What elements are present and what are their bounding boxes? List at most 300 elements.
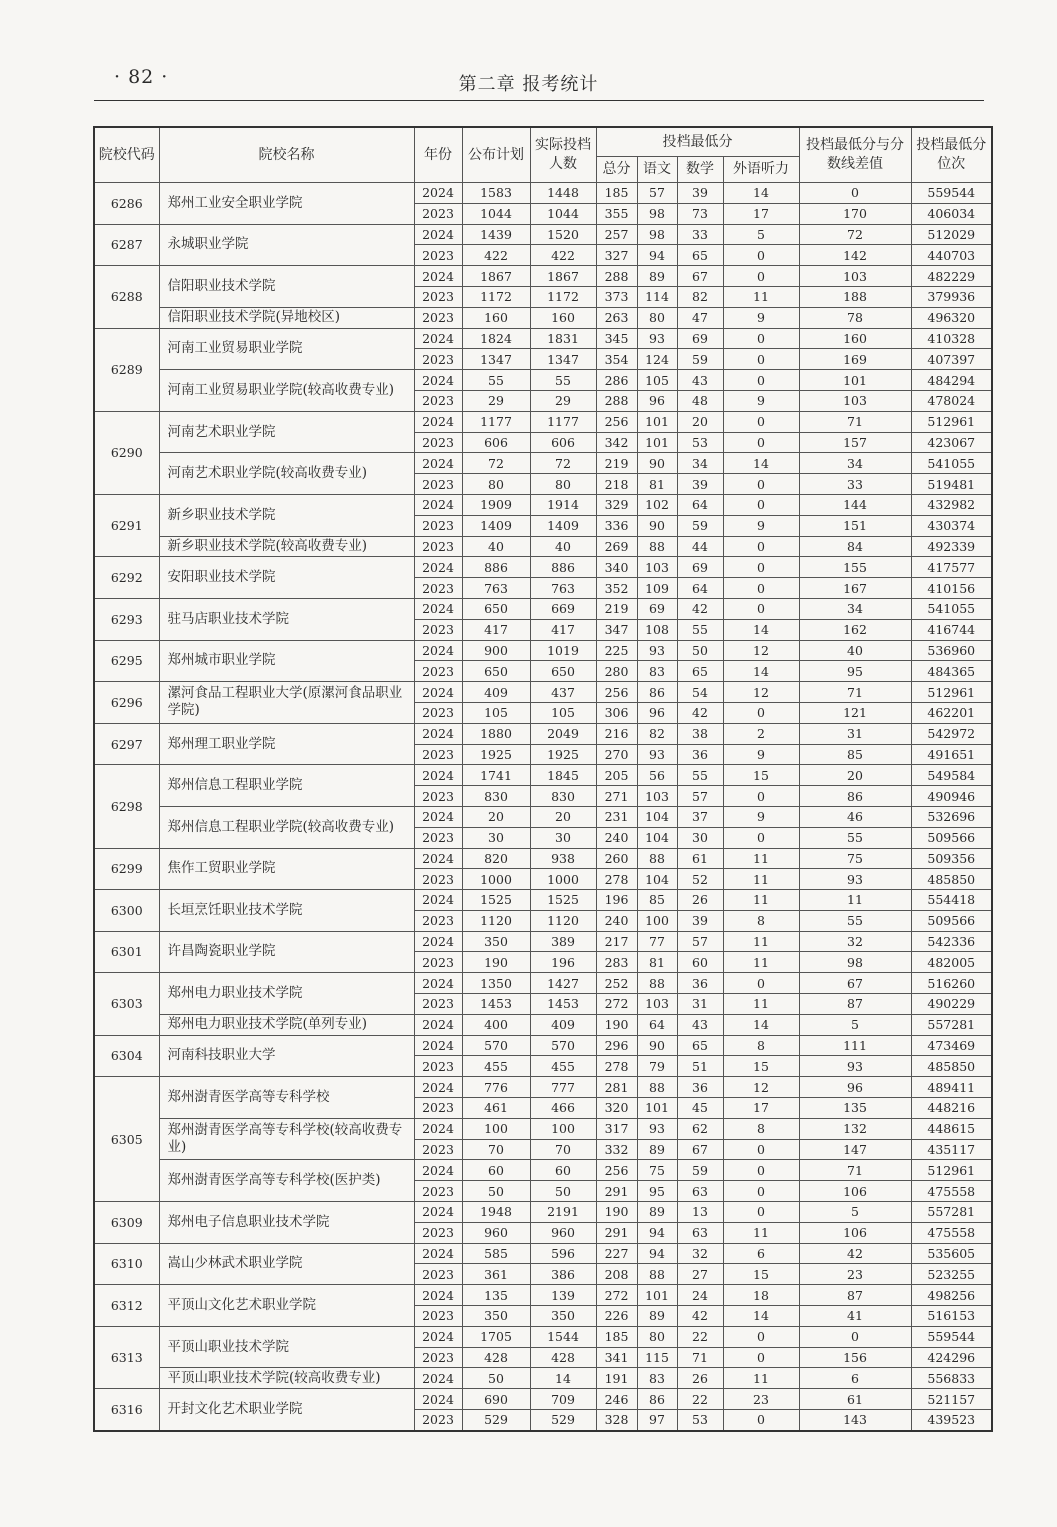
- chinese-score-cell: 80: [637, 1326, 677, 1347]
- school-name: 河南科技职业大学: [159, 1035, 414, 1077]
- chinese-score-cell: 79: [637, 1056, 677, 1077]
- total-score-cell: 205: [596, 765, 637, 786]
- math-score-cell: 67: [677, 266, 723, 287]
- rank-cell: 549584: [911, 765, 992, 786]
- plan-cell: 55: [462, 370, 530, 391]
- chapter-title: 第二章 报考统计: [458, 74, 599, 95]
- table-row: [94, 557, 992, 578]
- actual-cell: 422: [530, 245, 596, 266]
- rank-cell: 423067: [911, 432, 992, 453]
- year-cell: 2024: [414, 931, 462, 952]
- year-cell: 2023: [414, 432, 462, 453]
- math-score-cell: 55: [677, 765, 723, 786]
- school-name: 信阳职业技术学院(异地校区): [159, 307, 414, 328]
- math-score-cell: 53: [677, 1410, 723, 1431]
- math-score-cell: 64: [677, 494, 723, 515]
- rank-cell: 509566: [911, 910, 992, 931]
- table-row: [94, 1326, 992, 1347]
- actual-cell: 1520: [530, 224, 596, 245]
- year-cell: 2023: [414, 307, 462, 328]
- plan-cell: 50: [462, 1181, 530, 1202]
- score-diff-cell: 155: [799, 557, 911, 578]
- score-diff-cell: 142: [799, 245, 911, 266]
- year-cell: 2024: [414, 557, 462, 578]
- plan-cell: 60: [462, 1160, 530, 1181]
- math-score-cell: 36: [677, 744, 723, 765]
- total-score-cell: 190: [596, 1202, 637, 1223]
- listening-score-cell: 2: [723, 723, 799, 744]
- plan-cell: 690: [462, 1389, 530, 1410]
- total-score-cell: 342: [596, 432, 637, 453]
- math-score-cell: 34: [677, 453, 723, 474]
- chinese-score-cell: 101: [637, 411, 677, 432]
- chinese-score-cell: 83: [637, 1368, 677, 1389]
- actual-cell: 409: [530, 1014, 596, 1035]
- total-score-cell: 256: [596, 682, 637, 703]
- table-row: [94, 453, 992, 474]
- listening-score-cell: 0: [723, 827, 799, 848]
- school-code: 6309: [94, 1202, 159, 1244]
- score-diff-cell: 98: [799, 952, 911, 973]
- year-cell: 2023: [414, 1056, 462, 1077]
- score-diff-cell: 5: [799, 1202, 911, 1223]
- chinese-score-cell: 86: [637, 682, 677, 703]
- actual-cell: 529: [530, 1410, 596, 1431]
- rank-cell: 473469: [911, 1035, 992, 1056]
- chinese-score-cell: 94: [637, 1243, 677, 1264]
- score-diff-cell: 95: [799, 661, 911, 682]
- table-row: [94, 806, 992, 827]
- math-score-cell: 42: [677, 1306, 723, 1327]
- total-score-cell: 257: [596, 224, 637, 245]
- listening-score-cell: 0: [723, 536, 799, 557]
- rank-cell: 516153: [911, 1306, 992, 1327]
- table-row: [94, 765, 992, 786]
- listening-score-cell: 11: [723, 1368, 799, 1389]
- school-name: 平顶山职业技术学院: [159, 1326, 414, 1368]
- year-cell: 2023: [414, 474, 462, 495]
- listening-score-cell: 11: [723, 869, 799, 890]
- plan-cell: 1741: [462, 765, 530, 786]
- listening-score-cell: 0: [723, 1347, 799, 1368]
- rank-cell: 512961: [911, 411, 992, 432]
- actual-cell: 938: [530, 848, 596, 869]
- header-name: 院校名称: [159, 127, 414, 183]
- school-name: 新乡职业技术学院: [159, 494, 414, 536]
- rank-cell: 407397: [911, 349, 992, 370]
- school-code: 6313: [94, 1326, 159, 1388]
- total-score-cell: 345: [596, 328, 637, 349]
- year-cell: 2024: [414, 328, 462, 349]
- total-score-cell: 328: [596, 1410, 637, 1431]
- chinese-score-cell: 83: [637, 661, 677, 682]
- school-code: 6293: [94, 598, 159, 640]
- plan-cell: 1867: [462, 266, 530, 287]
- header-math: 数学: [677, 157, 723, 183]
- plan-cell: 105: [462, 702, 530, 723]
- year-cell: 2023: [414, 1098, 462, 1119]
- rank-cell: 523255: [911, 1264, 992, 1285]
- total-score-cell: 269: [596, 536, 637, 557]
- score-diff-cell: 75: [799, 848, 911, 869]
- rank-cell: 416744: [911, 619, 992, 640]
- actual-cell: 1044: [530, 203, 596, 224]
- plan-cell: 650: [462, 598, 530, 619]
- table-row: [94, 266, 992, 287]
- total-score-cell: 354: [596, 349, 637, 370]
- chinese-score-cell: 93: [637, 328, 677, 349]
- plan-cell: 1925: [462, 744, 530, 765]
- score-diff-cell: 101: [799, 370, 911, 391]
- year-cell: 2024: [414, 1035, 462, 1056]
- score-diff-cell: 71: [799, 1160, 911, 1181]
- math-score-cell: 67: [677, 1139, 723, 1160]
- math-score-cell: 26: [677, 1368, 723, 1389]
- chinese-score-cell: 93: [637, 640, 677, 661]
- year-cell: 2024: [414, 1014, 462, 1035]
- rank-cell: 482005: [911, 952, 992, 973]
- actual-cell: 763: [530, 578, 596, 599]
- total-score-cell: 317: [596, 1118, 637, 1139]
- plan-cell: 585: [462, 1243, 530, 1264]
- score-diff-cell: 84: [799, 536, 911, 557]
- table-row: [94, 536, 992, 557]
- actual-cell: 960: [530, 1222, 596, 1243]
- year-cell: 2024: [414, 765, 462, 786]
- actual-cell: 29: [530, 390, 596, 411]
- actual-cell: 428: [530, 1347, 596, 1368]
- year-cell: 2023: [414, 744, 462, 765]
- year-cell: 2023: [414, 286, 462, 307]
- rank-cell: 491651: [911, 744, 992, 765]
- listening-score-cell: 0: [723, 349, 799, 370]
- actual-cell: 50: [530, 1181, 596, 1202]
- plan-cell: 80: [462, 474, 530, 495]
- rank-cell: 410328: [911, 328, 992, 349]
- table-row: [94, 598, 992, 619]
- score-diff-cell: 157: [799, 432, 911, 453]
- actual-cell: 417: [530, 619, 596, 640]
- chinese-score-cell: 97: [637, 1410, 677, 1431]
- math-score-cell: 26: [677, 890, 723, 911]
- listening-score-cell: 11: [723, 952, 799, 973]
- score-diff-cell: 147: [799, 1139, 911, 1160]
- year-cell: 2024: [414, 1243, 462, 1264]
- total-score-cell: 256: [596, 1160, 637, 1181]
- rank-cell: 492339: [911, 536, 992, 557]
- total-score-cell: 281: [596, 1077, 637, 1098]
- school-name: 安阳职业技术学院: [159, 557, 414, 599]
- rank-cell: 512961: [911, 682, 992, 703]
- math-score-cell: 39: [677, 474, 723, 495]
- math-score-cell: 63: [677, 1222, 723, 1243]
- school-code: 6299: [94, 848, 159, 890]
- math-score-cell: 39: [677, 910, 723, 931]
- school-name: 新乡职业技术学院(较高收费专业): [159, 536, 414, 557]
- chinese-score-cell: 88: [637, 1077, 677, 1098]
- rank-cell: 519481: [911, 474, 992, 495]
- listening-score-cell: 0: [723, 370, 799, 391]
- math-score-cell: 42: [677, 598, 723, 619]
- total-score-cell: 246: [596, 1389, 637, 1410]
- rank-cell: 475558: [911, 1181, 992, 1202]
- year-cell: 2023: [414, 1139, 462, 1160]
- listening-score-cell: 11: [723, 286, 799, 307]
- math-score-cell: 31: [677, 994, 723, 1015]
- table-header: [94, 127, 992, 183]
- chinese-score-cell: 90: [637, 1035, 677, 1056]
- listening-score-cell: 12: [723, 1077, 799, 1098]
- admission-stats-table: [93, 126, 993, 1432]
- school-name: 平顶山文化艺术职业学院: [159, 1285, 414, 1327]
- plan-cell: 570: [462, 1035, 530, 1056]
- listening-score-cell: 9: [723, 390, 799, 411]
- score-diff-cell: 71: [799, 411, 911, 432]
- chinese-score-cell: 75: [637, 1160, 677, 1181]
- plan-cell: 1172: [462, 286, 530, 307]
- chinese-score-cell: 114: [637, 286, 677, 307]
- math-score-cell: 44: [677, 536, 723, 557]
- score-diff-cell: 46: [799, 806, 911, 827]
- year-cell: 2024: [414, 370, 462, 391]
- table-row: [94, 224, 992, 245]
- actual-cell: 80: [530, 474, 596, 495]
- score-diff-cell: 144: [799, 494, 911, 515]
- year-cell: 2024: [414, 640, 462, 661]
- score-diff-cell: 34: [799, 453, 911, 474]
- actual-cell: 1831: [530, 328, 596, 349]
- rank-cell: 498256: [911, 1285, 992, 1306]
- total-score-cell: 231: [596, 806, 637, 827]
- school-name: 郑州理工职业学院: [159, 723, 414, 765]
- rank-cell: 557281: [911, 1014, 992, 1035]
- chinese-score-cell: 104: [637, 869, 677, 890]
- score-diff-cell: 160: [799, 328, 911, 349]
- plan-cell: 350: [462, 931, 530, 952]
- total-score-cell: 271: [596, 786, 637, 807]
- school-code: 6287: [94, 224, 159, 266]
- table-row: [94, 183, 992, 204]
- school-name: 郑州信息工程职业学院: [159, 765, 414, 807]
- plan-cell: 361: [462, 1264, 530, 1285]
- listening-score-cell: 11: [723, 931, 799, 952]
- school-name: 郑州城市职业学院: [159, 640, 414, 682]
- plan-cell: 763: [462, 578, 530, 599]
- chinese-score-cell: 81: [637, 952, 677, 973]
- school-code: 6289: [94, 328, 159, 411]
- plan-cell: 1909: [462, 494, 530, 515]
- score-diff-cell: 167: [799, 578, 911, 599]
- total-score-cell: 191: [596, 1368, 637, 1389]
- math-score-cell: 82: [677, 286, 723, 307]
- listening-score-cell: 9: [723, 307, 799, 328]
- total-score-cell: 340: [596, 557, 637, 578]
- table-row: [94, 1202, 992, 1223]
- score-diff-cell: 188: [799, 286, 911, 307]
- actual-cell: 1019: [530, 640, 596, 661]
- year-cell: 2023: [414, 1222, 462, 1243]
- rank-cell: 512029: [911, 224, 992, 245]
- chinese-score-cell: 64: [637, 1014, 677, 1035]
- actual-cell: 1172: [530, 286, 596, 307]
- plan-cell: 1525: [462, 890, 530, 911]
- year-cell: 2024: [414, 1160, 462, 1181]
- school-code: 6288: [94, 266, 159, 328]
- table-row: [94, 1014, 992, 1035]
- chinese-score-cell: 80: [637, 307, 677, 328]
- math-score-cell: 57: [677, 931, 723, 952]
- math-score-cell: 59: [677, 349, 723, 370]
- year-cell: 2024: [414, 682, 462, 703]
- year-cell: 2024: [414, 494, 462, 515]
- header-min-score: 投档最低分: [596, 127, 799, 157]
- actual-cell: 1347: [530, 349, 596, 370]
- total-score-cell: 218: [596, 474, 637, 495]
- total-score-cell: 185: [596, 1326, 637, 1347]
- header-total: 总分: [596, 157, 637, 183]
- score-diff-cell: 93: [799, 869, 911, 890]
- actual-cell: 709: [530, 1389, 596, 1410]
- school-name: 郑州电子信息职业技术学院: [159, 1202, 414, 1244]
- rank-cell: 439523: [911, 1410, 992, 1431]
- chinese-score-cell: 102: [637, 494, 677, 515]
- math-score-cell: 50: [677, 640, 723, 661]
- score-diff-cell: 169: [799, 349, 911, 370]
- chinese-score-cell: 88: [637, 536, 677, 557]
- total-score-cell: 225: [596, 640, 637, 661]
- year-cell: 2023: [414, 952, 462, 973]
- year-cell: 2023: [414, 869, 462, 890]
- total-score-cell: 286: [596, 370, 637, 391]
- score-diff-cell: 106: [799, 1181, 911, 1202]
- score-diff-cell: 0: [799, 1326, 911, 1347]
- header-chinese: 语文: [637, 157, 677, 183]
- score-diff-cell: 111: [799, 1035, 911, 1056]
- rank-cell: 448615: [911, 1118, 992, 1139]
- year-cell: 2023: [414, 1410, 462, 1431]
- total-score-cell: 226: [596, 1306, 637, 1327]
- actual-cell: 100: [530, 1118, 596, 1139]
- year-cell: 2023: [414, 390, 462, 411]
- score-diff-cell: 162: [799, 619, 911, 640]
- math-score-cell: 71: [677, 1347, 723, 1368]
- table-row: [94, 640, 992, 661]
- plan-cell: 1880: [462, 723, 530, 744]
- table-body: [94, 183, 992, 1431]
- plan-cell: 1705: [462, 1326, 530, 1347]
- listening-score-cell: 0: [723, 578, 799, 599]
- actual-cell: 1409: [530, 515, 596, 536]
- year-cell: 2024: [414, 1389, 462, 1410]
- actual-cell: 139: [530, 1285, 596, 1306]
- actual-cell: 437: [530, 682, 596, 703]
- score-diff-cell: 86: [799, 786, 911, 807]
- listening-score-cell: 18: [723, 1285, 799, 1306]
- school-name: 郑州澍青医学高等专科学校(较高收费专业): [159, 1118, 414, 1160]
- rank-cell: 542972: [911, 723, 992, 744]
- chinese-score-cell: 96: [637, 390, 677, 411]
- math-score-cell: 59: [677, 515, 723, 536]
- actual-cell: 886: [530, 557, 596, 578]
- table-row: [94, 973, 992, 994]
- school-code: 6298: [94, 765, 159, 848]
- actual-cell: 466: [530, 1098, 596, 1119]
- school-code: 6286: [94, 183, 159, 225]
- math-score-cell: 43: [677, 370, 723, 391]
- school-name: 许昌陶瓷职业学院: [159, 931, 414, 973]
- table-row: [94, 1243, 992, 1264]
- year-cell: 2023: [414, 1264, 462, 1285]
- math-score-cell: 42: [677, 702, 723, 723]
- total-score-cell: 283: [596, 952, 637, 973]
- school-code: 6296: [94, 682, 159, 724]
- listening-score-cell: 0: [723, 266, 799, 287]
- total-score-cell: 270: [596, 744, 637, 765]
- listening-score-cell: 15: [723, 1264, 799, 1285]
- chinese-score-cell: 101: [637, 1285, 677, 1306]
- rank-cell: 417577: [911, 557, 992, 578]
- math-score-cell: 45: [677, 1098, 723, 1119]
- year-cell: 2024: [414, 1118, 462, 1139]
- year-cell: 2024: [414, 224, 462, 245]
- rank-cell: 516260: [911, 973, 992, 994]
- year-cell: 2024: [414, 598, 462, 619]
- rank-cell: 521157: [911, 1389, 992, 1410]
- rank-cell: 485850: [911, 869, 992, 890]
- plan-cell: 422: [462, 245, 530, 266]
- listening-score-cell: 14: [723, 1306, 799, 1327]
- year-cell: 2023: [414, 203, 462, 224]
- year-cell: 2024: [414, 806, 462, 827]
- total-score-cell: 219: [596, 453, 637, 474]
- score-diff-cell: 5: [799, 1014, 911, 1035]
- listening-score-cell: 0: [723, 1181, 799, 1202]
- actual-cell: 1925: [530, 744, 596, 765]
- school-code: 6297: [94, 723, 159, 765]
- header-diff: 投档最低分与分数线差值: [799, 127, 911, 183]
- header-plan: 公布计划: [462, 127, 530, 183]
- listening-score-cell: 9: [723, 806, 799, 827]
- year-cell: 2024: [414, 848, 462, 869]
- listening-score-cell: 8: [723, 1118, 799, 1139]
- year-cell: 2024: [414, 1202, 462, 1223]
- rank-cell: 541055: [911, 598, 992, 619]
- total-score-cell: 288: [596, 390, 637, 411]
- school-code: 6292: [94, 557, 159, 599]
- rank-cell: 532696: [911, 806, 992, 827]
- plan-cell: 40: [462, 536, 530, 557]
- score-diff-cell: 170: [799, 203, 911, 224]
- plan-cell: 72: [462, 453, 530, 474]
- score-diff-cell: 20: [799, 765, 911, 786]
- plan-cell: 428: [462, 1347, 530, 1368]
- school-name: 长垣烹饪职业技术学院: [159, 890, 414, 932]
- school-code: 6310: [94, 1243, 159, 1285]
- rank-cell: 554418: [911, 890, 992, 911]
- chinese-score-cell: 98: [637, 203, 677, 224]
- actual-cell: 830: [530, 786, 596, 807]
- year-cell: 2023: [414, 349, 462, 370]
- score-diff-cell: 72: [799, 224, 911, 245]
- school-name: 永城职业学院: [159, 224, 414, 266]
- plan-cell: 190: [462, 952, 530, 973]
- table-row: [94, 328, 992, 349]
- total-score-cell: 227: [596, 1243, 637, 1264]
- total-score-cell: 278: [596, 869, 637, 890]
- school-code: 6301: [94, 931, 159, 973]
- chinese-score-cell: 108: [637, 619, 677, 640]
- score-diff-cell: 0: [799, 183, 911, 204]
